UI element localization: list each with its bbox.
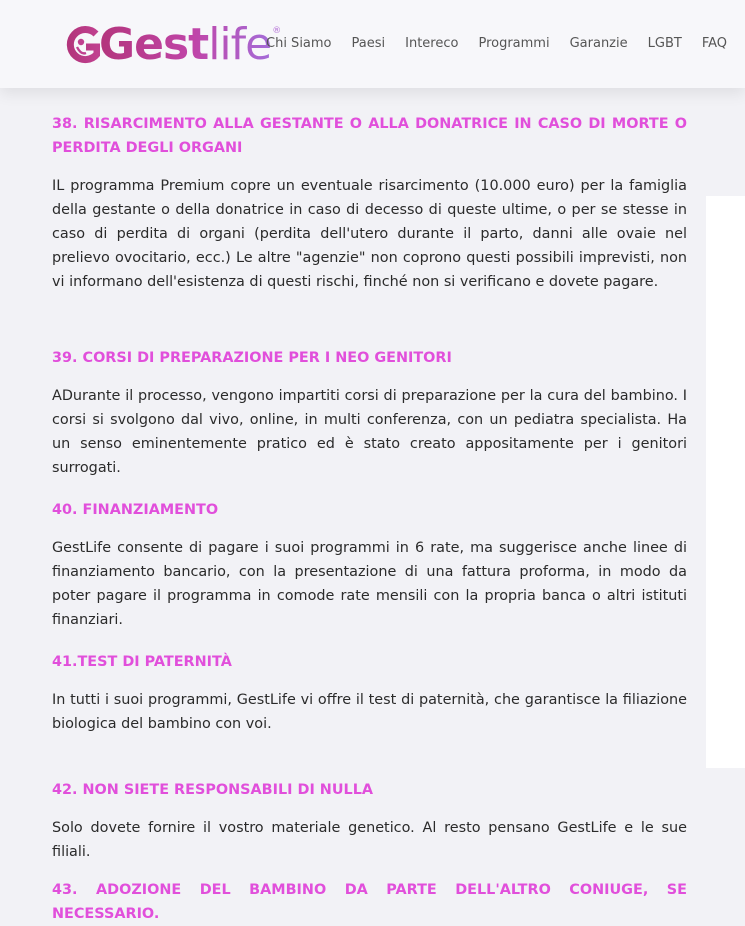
faq-body: In tutti i suoi programmi, GestLife vi offre il test di paternità, che garantisce la filiazione biologica del bambino con voi.	[52, 692, 687, 732]
faq-item-42	[52, 778, 687, 878]
side-panel	[706, 196, 745, 768]
faq-heading: 40. FINANZIAMENTO	[52, 502, 219, 518]
registered-mark: ®	[272, 26, 282, 36]
faq-item-41	[52, 650, 687, 778]
faq-item-43	[52, 878, 687, 926]
nav-item-faq[interactable]: FAQ	[701, 36, 727, 51]
faq-body: IL programma Premium copre un eventuale risarcimento (10.000 euro) per la famiglia della gestante o della donatrice in caso di decesso di queste ultime, o per se stesse in caso di perdita di organi (perdita dell'utero durante il parto, danni alle ovaie nel prelievo ovocitario, ecc.) Le altre "agenzie" non coprono questi possibili imprevisti, non vi informano dell'esistenza di questi rischi, finché non si verificano e dovete pagare.	[52, 178, 687, 290]
faq-heading: 39. CORSI DI PREPARAZIONE PER I NEO GENITORI	[52, 350, 452, 366]
faq-item-40	[52, 498, 687, 650]
faq-heading: 41.TEST DI PATERNITÀ	[52, 654, 232, 670]
faq-item-39	[52, 346, 687, 498]
faq-heading: 42. NON SIETE RESPONSABILI DI NULLA	[52, 782, 374, 798]
logo-g-mark-icon	[66, 20, 99, 70]
faq-body: ADurante il processo, vengono impartiti corsi di preparazione per la cura del bambino. I corsi si svolgono dal vivo, online, in multi conferenza, con un pediatra specialista. Ha un senso eminentemente pratico ed è stato creato appositamente per i genitori surrogati.	[52, 388, 687, 476]
faq-heading: 38. RISARCIMENTO ALLA GESTANTE O ALLA DONATRICE IN CASO DI MORTE O PERDITA DEGLI ORGANI	[52, 116, 687, 156]
nav-item-garanzie[interactable]: Garanzie	[569, 36, 628, 51]
faq-body: GestLife consente di pagare i suoi programmi in 6 rate, ma suggerisce anche linee di finanziamento bancario, con la presentazione di una fattura proforma, in modo da poter pagare il programma in comode rate mensili con la propria banca o altri istituti finanziari.	[52, 540, 687, 628]
faq-body: Solo dovete fornire il vostro materiale genetico. Al resto pensano GestLife e le sue filiali.	[52, 820, 687, 860]
nav-item-lgbt[interactable]: LGBT	[647, 36, 682, 51]
site-header	[0, 0, 745, 88]
nav-item-paesi[interactable]: Paesi	[351, 36, 386, 51]
faq-content	[52, 112, 687, 926]
faq-item-38	[52, 112, 687, 346]
nav-item-chi-siamo[interactable]: Chi Siamo	[266, 36, 332, 51]
faq-heading: 43. ADOZIONE DEL BAMBINO DA PARTE DELL'ALTRO CONIUGE, SE NECESSARIO.	[52, 882, 687, 922]
main-nav	[246, 36, 727, 51]
logo-wordmark: Gestlife	[99, 19, 272, 70]
nav-item-intereco[interactable]: Intereco	[405, 36, 459, 51]
nav-item-programmi[interactable]: Programmi	[478, 36, 550, 51]
